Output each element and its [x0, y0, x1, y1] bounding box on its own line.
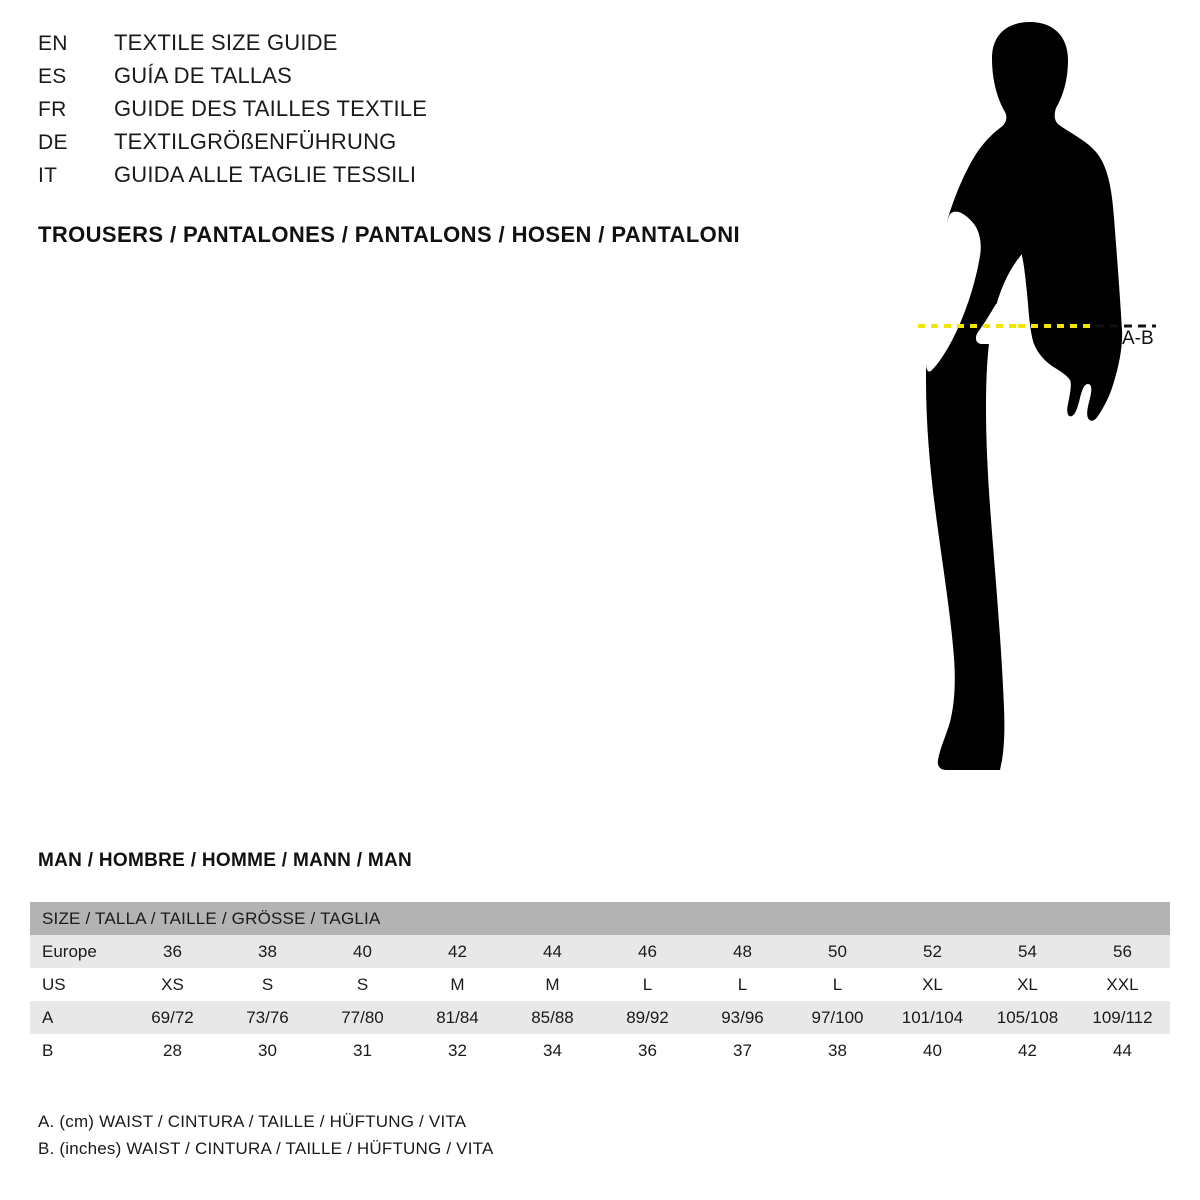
cell-us-8: XL [885, 968, 980, 1001]
row-label-europe: Europe [30, 935, 125, 968]
table-header-label: SIZE / TALLA / TAILLE / GRÖSSE / TAGLIA [30, 902, 1170, 935]
row-label-us: US [30, 968, 125, 1001]
cell-us-9: XL [980, 968, 1075, 1001]
cell-us-3: M [410, 968, 505, 1001]
footnote-a: A. (cm) WAIST / CINTURA / TAILLE / HÜFTUNG / VITA [38, 1112, 467, 1131]
cell-europe-1: 38 [220, 935, 315, 968]
language-code: FR [38, 98, 67, 121]
cell-us-10: XXL [1075, 968, 1170, 1001]
row-label-b: B [30, 1034, 125, 1067]
cell-b-5: 36 [600, 1034, 695, 1067]
cell-a-3: 81/84 [410, 1001, 505, 1034]
language-row-es [38, 63, 798, 96]
footnotes [38, 1108, 494, 1162]
cell-b-3: 32 [410, 1034, 505, 1067]
cell-us-5: L [600, 968, 695, 1001]
cell-a-9: 105/108 [980, 1001, 1075, 1034]
language-title: GUIDA ALLE TAGLIE TESSILI [114, 162, 417, 187]
table-row [30, 1001, 1170, 1034]
cell-a-7: 97/100 [790, 1001, 885, 1034]
language-row-de [38, 129, 798, 162]
cell-a-2: 77/80 [315, 1001, 410, 1034]
cell-b-0: 28 [125, 1034, 220, 1067]
cell-a-8: 101/104 [885, 1001, 980, 1034]
measure-ab-label: A-B [1122, 328, 1154, 349]
cell-a-6: 93/96 [695, 1001, 790, 1034]
cell-b-6: 37 [695, 1034, 790, 1067]
cell-b-9: 42 [980, 1034, 1075, 1067]
cell-b-4: 34 [505, 1034, 600, 1067]
language-title: TEXTILGRÖßENFÜHRUNG [114, 129, 397, 154]
language-title: TEXTILE SIZE GUIDE [114, 30, 338, 55]
cell-europe-3: 42 [410, 935, 505, 968]
cell-us-7: L [790, 968, 885, 1001]
language-row-it [38, 162, 798, 195]
cell-us-0: XS [125, 968, 220, 1001]
language-code: DE [38, 131, 68, 154]
language-list [38, 30, 798, 195]
footnote-b: B. (inches) WAIST / CINTURA / TAILLE / HÜFTUNG / VITA [38, 1139, 494, 1158]
cell-b-8: 40 [885, 1034, 980, 1067]
language-code: IT [38, 164, 58, 187]
table-header-row [30, 902, 1170, 935]
section-title-man: MAN / HOMBRE / HOMME / MANN / MAN [38, 850, 413, 871]
cell-us-6: L [695, 968, 790, 1001]
cell-europe-4: 44 [505, 935, 600, 968]
language-title: GUÍA DE TALLAS [114, 63, 293, 88]
cell-a-5: 89/92 [600, 1001, 695, 1034]
man-silhouette-figure [800, 18, 1200, 808]
silhouette-shape [926, 22, 1122, 770]
cell-b-7: 38 [790, 1034, 885, 1067]
language-code: ES [38, 65, 67, 88]
language-code: EN [38, 32, 68, 55]
cell-europe-6: 48 [695, 935, 790, 968]
cell-europe-5: 46 [600, 935, 695, 968]
cell-a-1: 73/76 [220, 1001, 315, 1034]
cell-a-4: 85/88 [505, 1001, 600, 1034]
cell-us-4: M [505, 968, 600, 1001]
language-row-en [38, 30, 798, 63]
row-label-a: A [30, 1001, 125, 1034]
cell-europe-0: 36 [125, 935, 220, 968]
table-row [30, 935, 1170, 968]
cell-a-0: 69/72 [125, 1001, 220, 1034]
table-row [30, 1034, 1170, 1067]
cell-us-1: S [220, 968, 315, 1001]
cell-b-10: 44 [1075, 1034, 1170, 1067]
language-row-fr [38, 96, 798, 129]
table-row [30, 968, 1170, 1001]
cell-b-2: 31 [315, 1034, 410, 1067]
size-table [30, 902, 1170, 1067]
cell-europe-8: 52 [885, 935, 980, 968]
cell-europe-9: 54 [980, 935, 1075, 968]
cell-a-10: 109/112 [1075, 1001, 1170, 1034]
language-title: GUIDE DES TAILLES TEXTILE [114, 96, 428, 121]
cell-europe-7: 50 [790, 935, 885, 968]
garment-type-label: TROUSERS / PANTALONES / PANTALONS / HOSEN / PANTALONI [38, 222, 740, 247]
cell-us-2: S [315, 968, 410, 1001]
cell-europe-2: 40 [315, 935, 410, 968]
cell-b-1: 30 [220, 1034, 315, 1067]
cell-europe-10: 56 [1075, 935, 1170, 968]
